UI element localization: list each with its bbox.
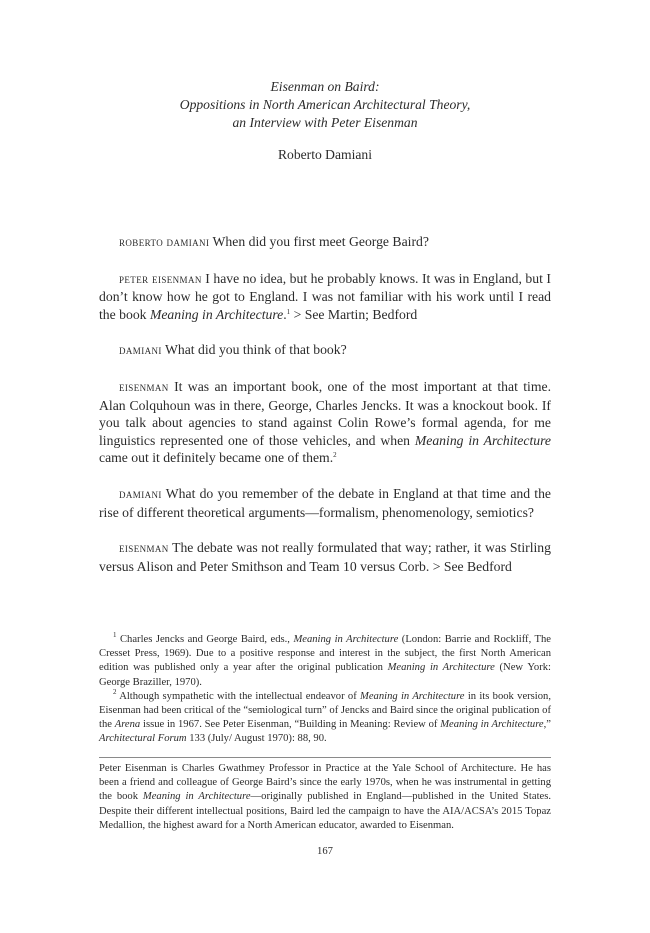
chapter-title bbox=[0, 78, 650, 132]
italic-text: Meaning in Architecture bbox=[387, 662, 495, 674]
contributor-bio bbox=[99, 762, 551, 833]
footnotes bbox=[99, 633, 551, 747]
text-run: ,” bbox=[543, 719, 551, 731]
italic-text: Meaning in Architecture bbox=[360, 690, 465, 702]
text-run: What do you remember of the debate in England at that time and the rise of different theoretical arguments—formalism, phenomenology, semiotics? bbox=[99, 485, 551, 520]
text-run: > See Martin; Bedford bbox=[290, 306, 418, 322]
interview-paragraph bbox=[99, 270, 551, 324]
interview-paragraph bbox=[99, 485, 551, 521]
speaker-name: eisenman bbox=[119, 541, 169, 556]
italic-text: Meaning in Architecture bbox=[440, 719, 544, 731]
speaker-name: damiani bbox=[119, 343, 162, 358]
footnote-number: 2 bbox=[113, 687, 117, 696]
italic-text: Architectural Forum bbox=[99, 733, 187, 745]
text-run: Although sympathetic with the intellectual endeavor of bbox=[116, 690, 361, 702]
text-run: It was an important book, one of the most important at that time. Alan Colquhoun was in there, George, Charles Jencks. It was a knockout book. If you talk about agencies to stand against Colin Rowe’s formal agenda, for me linguistics represented one of those vehicles, and when bbox=[99, 378, 551, 448]
title-line-1: Eisenman on Baird: bbox=[270, 79, 380, 94]
interview-paragraph bbox=[99, 378, 551, 467]
italic-text: Meaning in Architecture bbox=[149, 306, 284, 322]
speaker-name: roberto damiani bbox=[119, 235, 210, 249]
text-run: I have no idea, but he probably knows. It was in England, but I don’t know how he got to England. I was not familiar with his work until I read the book bbox=[99, 270, 551, 322]
text-run: Charles Jencks and George Baird, eds., bbox=[116, 634, 294, 645]
text-run: came out it definitely became one of them. bbox=[99, 450, 334, 466]
text-run: What did you think of that book? bbox=[161, 342, 347, 358]
text-run: issue in 1967. See Peter Eisenman, “Building in Meaning: Review of bbox=[140, 719, 441, 731]
italic-text: Arena bbox=[114, 719, 141, 731]
footnote bbox=[99, 633, 551, 690]
interview-paragraph bbox=[99, 539, 551, 575]
text-run: Peter Eisenman is Charles Gwathmey Professor in Practice at the Yale School of Architecture. He has been a friend and colleague of George Baird’s since the early 1970s, when he was instrumental in getting the book bbox=[99, 763, 551, 803]
bio-divider bbox=[99, 757, 551, 758]
speaker-name: peter eisenman bbox=[119, 271, 202, 286]
text-run: The debate was not really formulated that way; rather, it was Stirling versus Alison and Peter Smithson and Team 10 versus Corb. > See Bedford bbox=[99, 540, 551, 574]
italic-text: Meaning in Architecture bbox=[414, 432, 551, 448]
text-run: (New York: George Braziller, 1970). bbox=[99, 662, 551, 688]
italic-text: Meaning in Architecture bbox=[293, 634, 399, 645]
text-run: in its book version, Eisenman had been critical of the “semiological turn” of Jencks and Baird since the original publication of the bbox=[99, 690, 551, 731]
interview-body bbox=[99, 233, 551, 593]
text-run: When did you first meet George Baird? bbox=[209, 234, 429, 249]
speaker-name: eisenman bbox=[119, 379, 169, 394]
italic-text: Meaning in Architecture bbox=[142, 791, 251, 803]
text-run: —originally published in England—published in the United States. Despite their different intellectual positions, Baird led the campaign to have the AIA/ACSA’s 2015 Topaz Medallion, the highest award for a North American educator, awarded to Eisenman. bbox=[99, 791, 551, 831]
page-number: 167 bbox=[317, 846, 333, 857]
footnote-ref: 1 bbox=[286, 307, 291, 316]
title-line-2: Oppositions in North American Architectural Theory, bbox=[179, 97, 471, 112]
speaker-name: damiani bbox=[119, 486, 162, 501]
interview-paragraph bbox=[99, 233, 551, 252]
chapter-author: Roberto Damiani bbox=[277, 147, 372, 162]
text-run: (London: Barrie and Rockliff, The Cresset Press, 1969). Due to a positive response and interest in the subject, the first North American edition was published only a year after the original publication bbox=[99, 634, 551, 674]
footnote-number: 1 bbox=[113, 631, 117, 639]
text-run: 133 (July/ August 1970): 88, 90. bbox=[186, 733, 327, 745]
interview-paragraph bbox=[99, 341, 551, 360]
title-line-3: an Interview with Peter Eisenman bbox=[232, 115, 418, 130]
footnote-ref: 2 bbox=[333, 451, 337, 460]
text-run: . bbox=[283, 306, 287, 322]
footnote bbox=[99, 687, 551, 747]
